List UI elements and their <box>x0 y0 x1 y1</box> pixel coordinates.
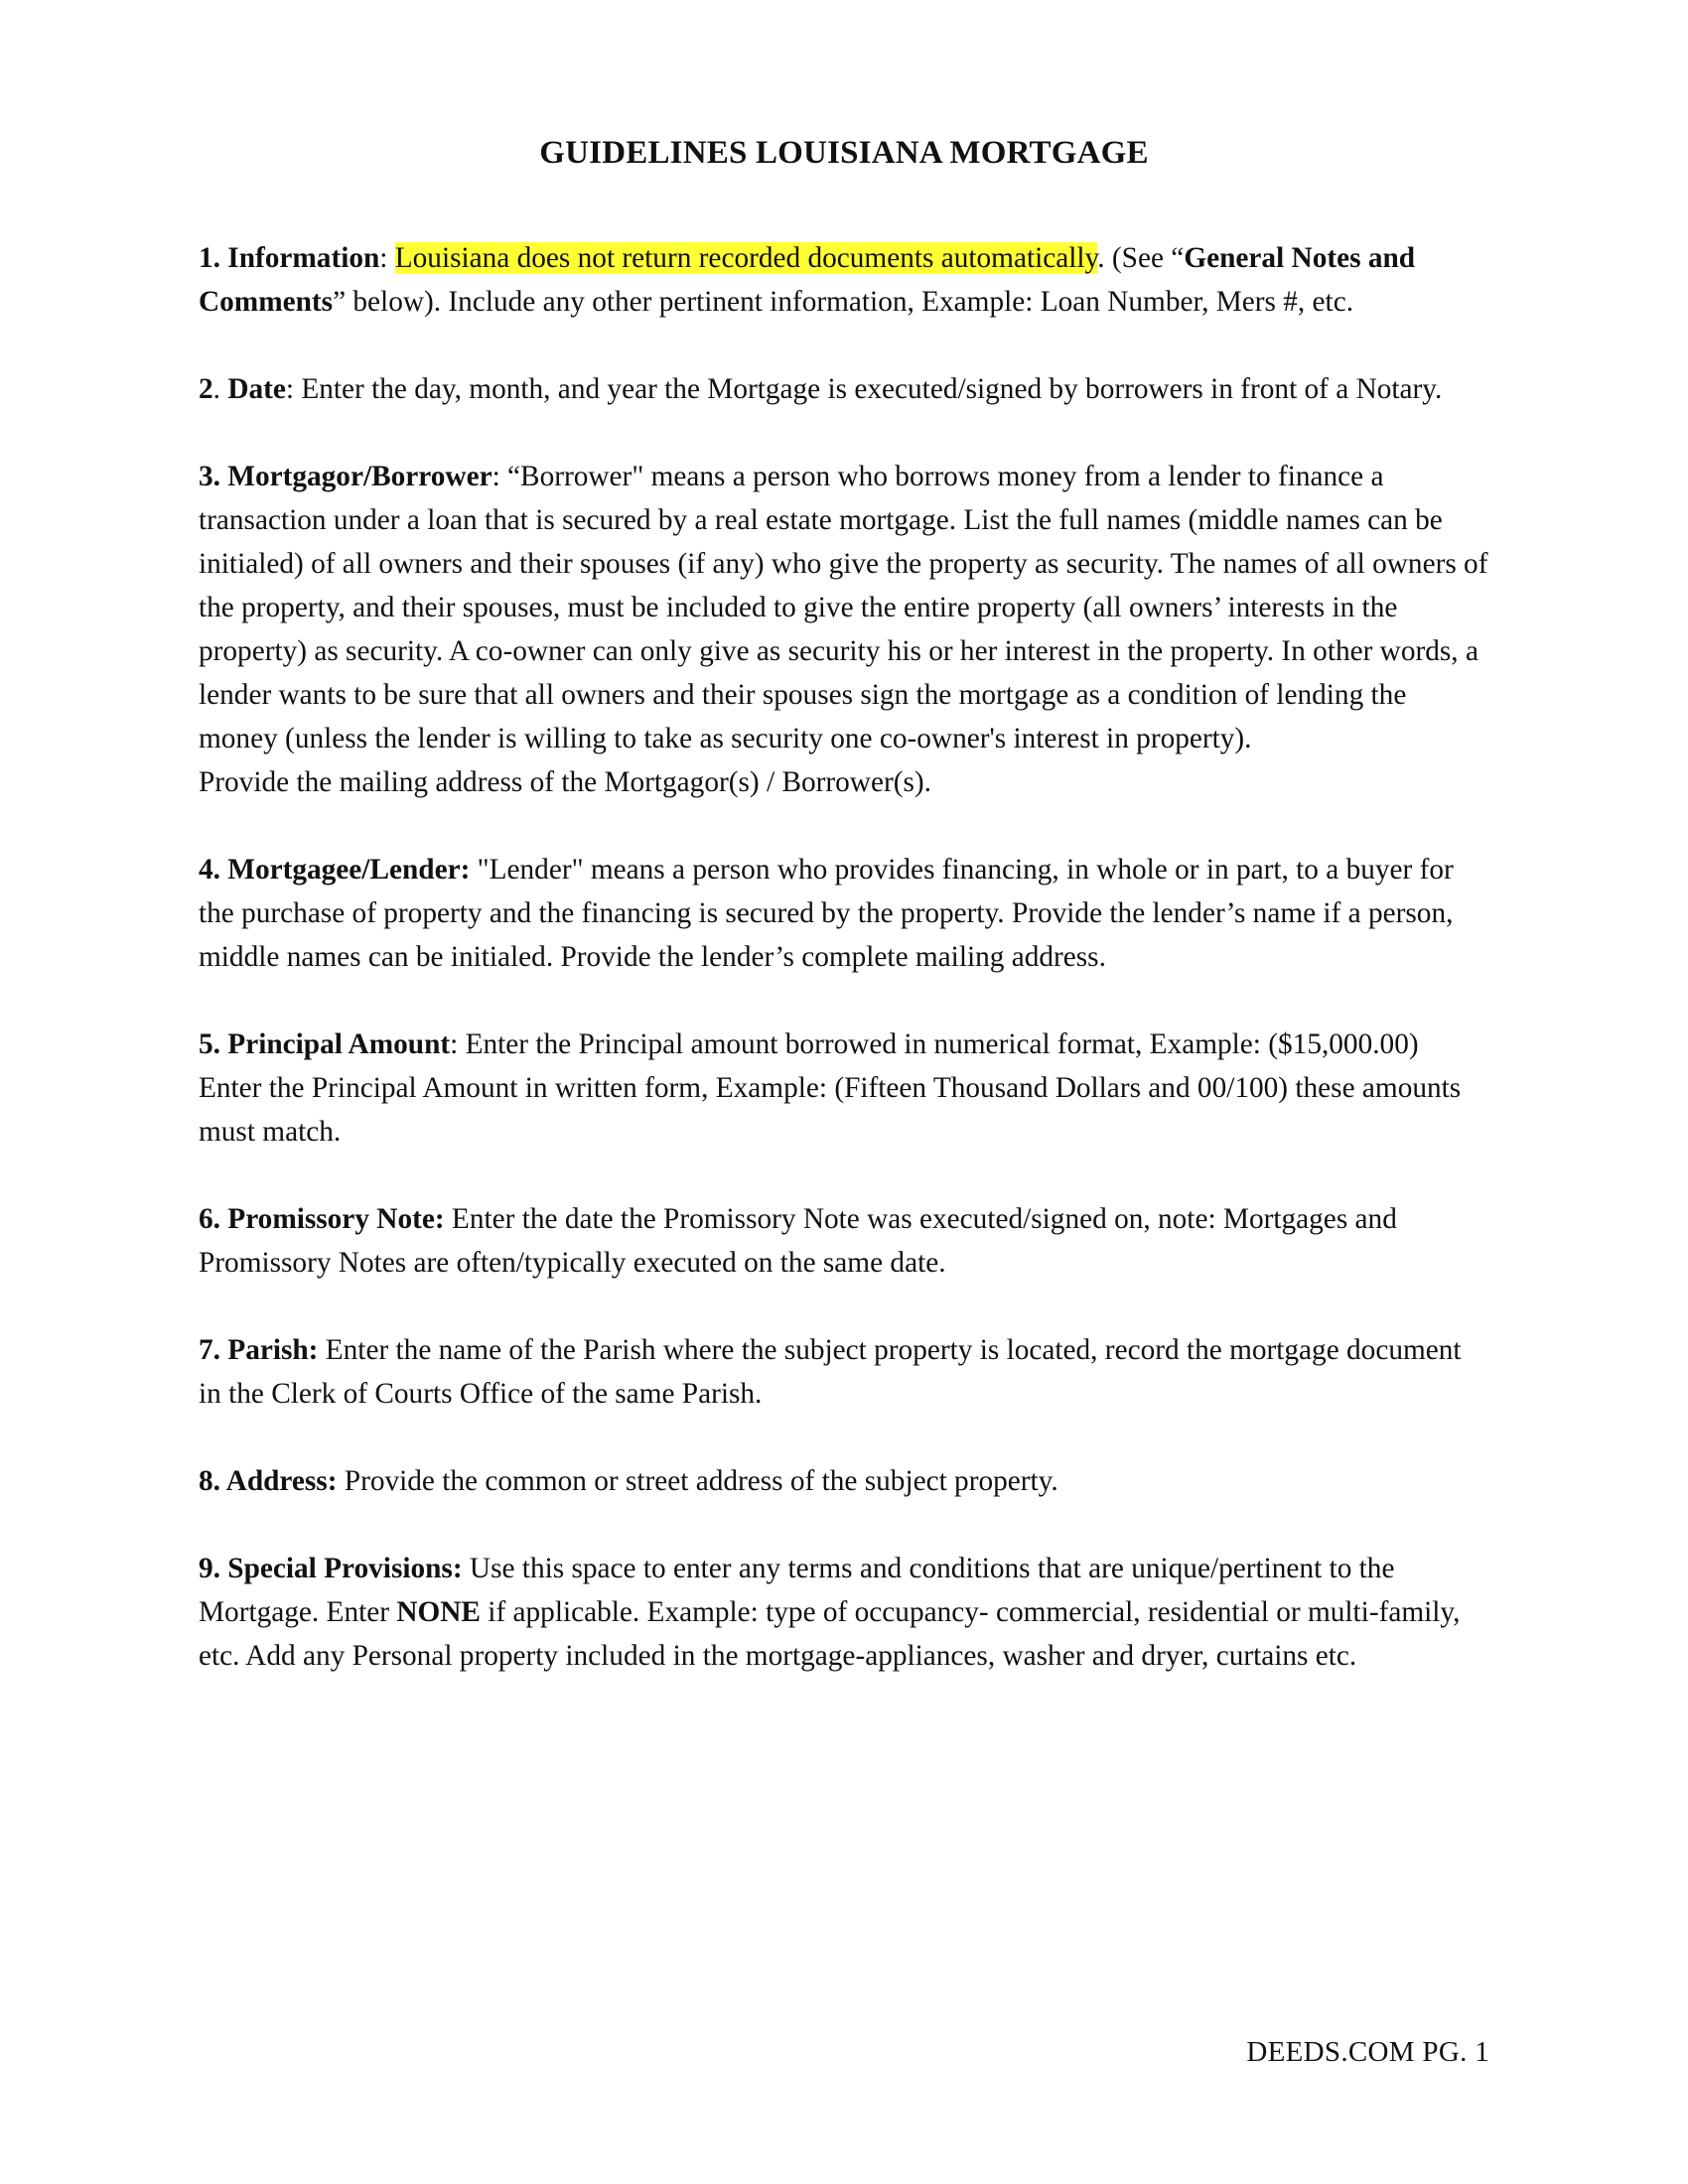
section-label: 9. Special Provisions: <box>199 1553 463 1584</box>
section-paragraph <box>199 236 1489 324</box>
section-label: 8. Address: <box>199 1465 338 1497</box>
section-paragraph <box>199 367 1489 411</box>
section-paragraph <box>199 1459 1489 1503</box>
section-promissory-note <box>199 1197 1489 1285</box>
section-paragraph <box>199 1547 1489 1678</box>
section-text: “Borrower" means a person who borrows money from a lender to finance a transaction under a loan that is secured by a real estate mortgage. List the full names (middle names can be initialed) of all owners and their spouses (if any) who give the property as security. The names of all owners of the property, and their spouses, must be included to give the entire property (all owners’ interests in the property) as security. A co-owner can only give as security his or her interest in the property. In other words, a lender wants to be sure that all owners and their spouses sign the mortgage as a condition of lending the money (unless the lender is willing to take as security one co-owner's interest in property). <box>199 461 1488 754</box>
section-paragraph-mailing: Provide the mailing address of the Mortgagor(s) / Borrower(s). <box>199 766 931 798</box>
document-body <box>199 236 1489 1721</box>
section-label: 5. Principal Amount <box>199 1028 451 1060</box>
section-text: Provide the common or street address of the subject property. <box>337 1465 1058 1497</box>
section-label: 7. Parish: <box>199 1334 319 1366</box>
section-paragraph <box>199 455 1489 760</box>
section-parish <box>199 1328 1489 1416</box>
document-title: GUIDELINES LOUISIANA MORTGAGE <box>539 135 1149 171</box>
section-special-provisions <box>199 1547 1489 1678</box>
section-text: ” below). Include any other pertinent information, Example: Loan Number, Mers #, etc. <box>333 286 1354 318</box>
section-paragraph-written-form: Enter the Principal Amount in written form, Example: (Fifteen Thousand Dollars and 00/100) these amounts must match. <box>199 1072 1462 1148</box>
highlighted-notice: Louisiana does not return recorded documents automatically <box>394 242 1098 274</box>
section-paragraph <box>199 1023 1489 1066</box>
section-information <box>199 236 1489 324</box>
section-text: Enter the name of the Parish where the subject property is located, record the mortgage document in the Clerk of Courts Office of the same Parish. <box>199 1334 1462 1410</box>
section-mortgagee-lender <box>199 848 1489 979</box>
section-paragraph <box>199 1328 1489 1416</box>
section-address <box>199 1459 1489 1503</box>
section-number: 2 <box>199 373 213 405</box>
section-text: . (See “ <box>1097 242 1185 274</box>
label-separator: : <box>285 373 302 405</box>
reference-general-notes: General Notes and Comments <box>199 242 1416 318</box>
section-text: if applicable. Example: type of occupancy- commercial, residential or multi-family, etc. Add any Personal property included in the mortgage-appliances, washer and dryer, curtains etc. <box>199 1596 1461 1672</box>
none-keyword: NONE <box>396 1596 481 1628</box>
label-separator: : <box>450 1028 466 1060</box>
section-text: Enter the date the Promissory Note was executed/signed on, note: Mortgages and Promissory Notes are often/typically executed on the same date. <box>199 1203 1397 1279</box>
label-separator: : <box>492 461 508 492</box>
section-label: 1. Information <box>199 242 380 274</box>
section-label: Date <box>227 373 286 405</box>
section-text: Enter the day, month, and year the Mortgage is executed/signed by borrowers in front of a Notary. <box>301 373 1443 405</box>
section-date <box>199 367 1489 411</box>
document-page <box>199 0 1489 2184</box>
section-text: "Lender" means a person who provides financing, in whole or in part, to a buyer for the purchase of property and the financing is secured by the property. Provide the lender’s name if a person, middle names can be initialed. Provide the lender’s complete mailing address. <box>199 854 1454 973</box>
section-mortgagor-borrower <box>199 455 1489 804</box>
section-text: Use this space to enter any terms and conditions that are unique/pertinent to the Mortgage. Enter <box>199 1553 1395 1628</box>
section-label: 4. Mortgagee/Lender: <box>199 854 471 886</box>
section-label: 6. Promissory Note: <box>199 1203 445 1235</box>
label-separator: : <box>379 242 395 274</box>
section-text: Enter the Principal amount borrowed in numerical format, Example: ($15,000.00) <box>465 1028 1419 1060</box>
section-paragraph <box>199 848 1489 979</box>
section-label: 3. Mortgagor/Borrower <box>199 461 492 492</box>
section-paragraph <box>199 1197 1489 1285</box>
page-footer: DEEDS.COM PG. 1 <box>1246 2036 1489 2068</box>
number-dot: . <box>212 373 228 405</box>
section-principal-amount <box>199 1023 1489 1154</box>
